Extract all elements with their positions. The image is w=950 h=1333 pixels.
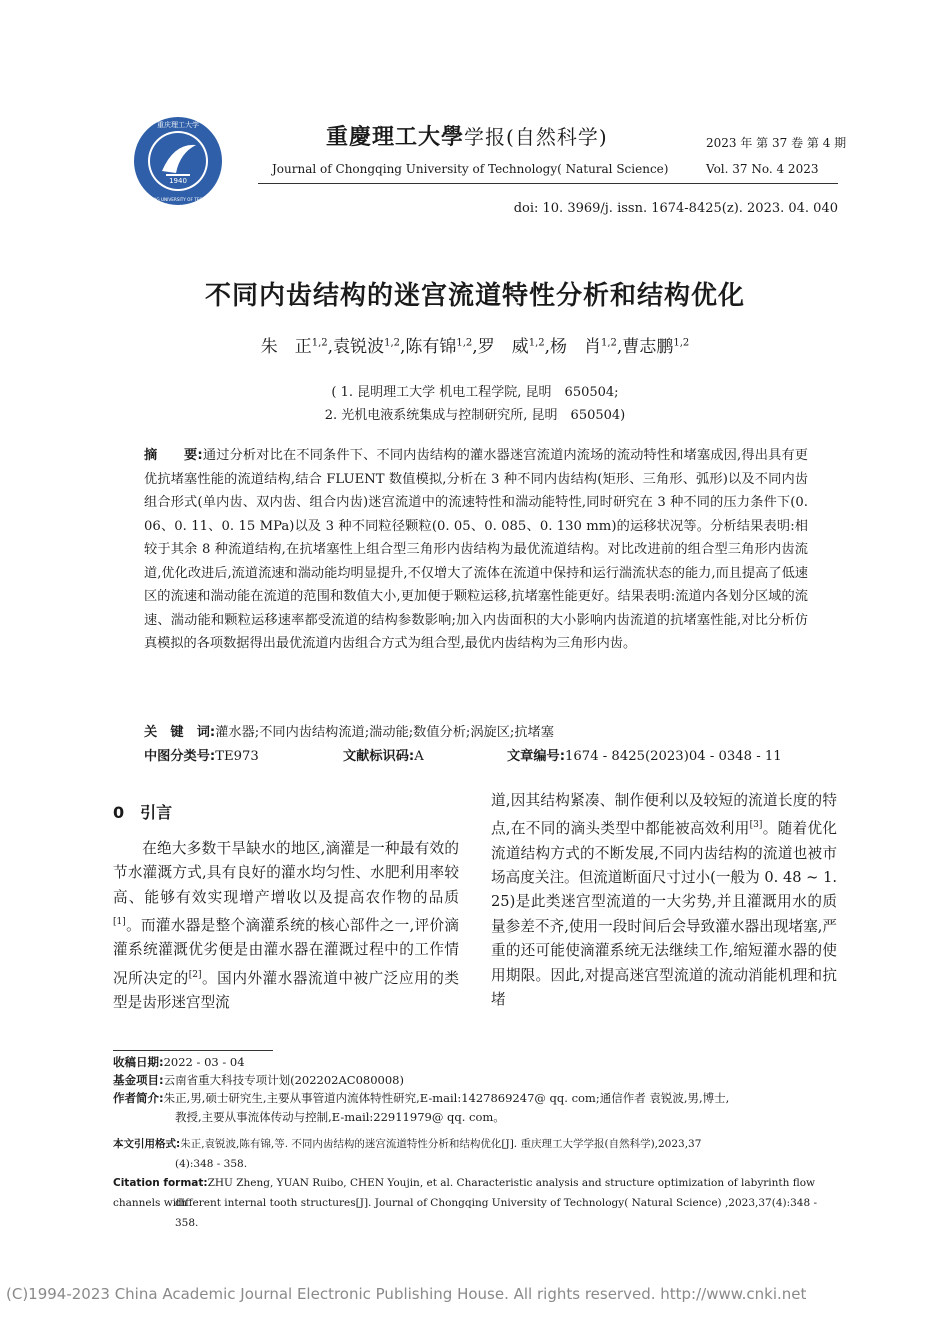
author: 朱 正 xyxy=(260,337,312,357)
keywords-label: 关 键 词: xyxy=(144,725,216,740)
doc-code-label: 文献标识码: xyxy=(343,749,415,764)
body-text: 。国内外灌水器流道中被广泛应用的类型是齿形迷宫型流 xyxy=(113,969,459,1012)
keywords xyxy=(144,721,808,740)
doc-code xyxy=(343,745,424,764)
citation-en-value: ZHU Zheng, YUAN Ruibo, CHEN Youjin, et al. Characteristic analysis and structure optimization of labyrinth flow channels with xyxy=(113,1177,816,1209)
section-heading: 0 引言 xyxy=(113,803,173,822)
affiliation-2: 2. 光机电液系统集成与控制研究所, 昆明 650504) xyxy=(324,408,626,423)
citation-cn-label: 本文引用格式: xyxy=(113,1138,181,1150)
bio-value: 朱正,男,硕士研究生,主要从事管道内流体特性研究,E-mail:1427869247@ qq. com;通信作者 袁锐波,男,博士, xyxy=(163,1091,730,1105)
doc-code-value: A xyxy=(414,749,424,764)
citation-cn-value: 朱正,袁锐波,陈有锦,等. 不同内齿结构的迷宫流道特性分析和结构优化[J]. 重庆理工大学学报(自然科学),2023,37 xyxy=(180,1138,702,1150)
author-affil: 1,2 xyxy=(601,337,617,349)
abstract-text: 通过分析对比在不同条件下、不同内齿结构的灌水器迷宫流道内流场的流动特性和堵塞成因,得出具有更优抗堵塞性能的流道结构,结合 FLUENT 数值模拟,分析在 3 种不同内齿结构(矩形、三角形、弧形)以及不同内齿组合形式(单内齿、双内齿、组合内齿)迷宫流道中的流速特性和湍动能特性,同时研究在 3 种不同的压力条件下(0. 06、0. 11、0. 15 MPa)以及 3 种不同粒径颗粒(0. 05、0. 085、0. 130 mm)的运移状况等。分析结果表明:相较于其余 8 种流道结构,在抗堵塞性上组合型三角形内齿结构为最优流道结构。对比改进前的组合型三角形内齿流道,优化改进后,流道流速和湍动能均明显提升,不仅增大了流体在流道中保持和运行湍流状态的能力,而且提高了低速区的流速和湍动能在流道的范围和数值大小,更加便于颗粒运移,抗堵塞性能更好。结果表明:流道内各划分区域的流速、湍动能和颗粒运移速率都受流道的结构参数影响;加入内齿面积的大小影响内齿流道的抗堵塞性能,对比分析仿真模拟的各项数据得出最优流道内齿组合方式为组合型,最优内齿结构为三角形内齿。 xyxy=(144,448,808,651)
header-rule xyxy=(258,183,838,184)
affiliation-1: ( 1. 昆明理工大学 机电工程学院, 昆明 650504; xyxy=(331,385,619,400)
body-column-left xyxy=(113,837,459,1016)
footnote-rule xyxy=(113,1050,273,1051)
author-affil: 1,2 xyxy=(384,337,400,349)
fund-value: 云南省重大科技专项计划(202202AC080008) xyxy=(163,1073,404,1087)
bio-label: 作者简介: xyxy=(113,1091,164,1105)
footnote-fund xyxy=(113,1071,839,1090)
citation-en-cont: different internal tooth structures[J]. Journal of Chongqing University of Technology( Natural Science) ,2023,37(4):348 - 358. xyxy=(175,1197,818,1229)
author: 曹志鹏 xyxy=(622,337,674,357)
author-affil: 1,2 xyxy=(311,337,328,349)
author: 杨 肖 xyxy=(550,337,602,357)
footnote-received xyxy=(113,1053,839,1072)
author: 陈有锦 xyxy=(405,337,457,357)
footnote-bio-cont: 教授,主要从事流体传动与控制,E-mail:22911979@ qq. com。 xyxy=(175,1110,505,1124)
author-list: 朱 正$^{1,2}$,袁锐波$^{1,2}$,陈有锦$^{1,2}$,罗 威$^{1,2}$,杨 肖$^{1,2}$,曹志鹏$^{1,2}$ xyxy=(260,337,690,357)
paper-title: 不同内齿结构的迷宫流道特性分析和结构优化 xyxy=(204,281,745,311)
body-text: 在绝大多数干旱缺水的地区,滴灌是一种最有效的节水灌溉方式,具有良好的灌水均匀性、水肥利用率较高、能够有效实现增产增收以及提高农作物的品质 xyxy=(113,840,459,906)
citation-ref[interactable]: [2] xyxy=(188,969,202,980)
issue-info-en: Vol. 37 No. 4 2023 xyxy=(706,162,819,176)
article-number-label: 文章编号: xyxy=(507,749,566,764)
author: 罗 威 xyxy=(477,337,529,357)
keywords-text: 灌水器;不同内齿结构流道;湍动能;数值分析;涡旋区;抗堵塞 xyxy=(215,725,554,740)
body-column-right xyxy=(491,789,837,1013)
journal-title-sub: 学报(自然科学) xyxy=(464,125,608,149)
fund-label: 基金项目: xyxy=(113,1073,164,1087)
author: 袁锐波 xyxy=(333,337,385,357)
citation-en-label: Citation format: xyxy=(113,1177,208,1189)
svg-text:1940: 1940 xyxy=(169,177,187,185)
abstract xyxy=(144,444,808,656)
citation-ref[interactable]: [1] xyxy=(113,917,126,928)
clc-number xyxy=(144,745,259,764)
author-affil: 1,2 xyxy=(528,337,545,349)
clc-value: TE973 xyxy=(215,749,259,764)
journal-title-main: 重慶理工大學 xyxy=(326,124,465,150)
body-text: 。随着优化流道结构方式的不断发展,不同内齿结构的流道也被市场高度关注。但流道断面尺寸过小(一般为 0. 48 ~ 1. 25)是此类迷宫型流道的一大劣势,并且灌溉用水的质量参差不齐,使用一段时间后会导致灌水器出现堵塞,严重的还可能使滴灌系统无法继续工作,缩短灌水器的使用期限。因此,对提高迷宫型流道的流动消能机理和抗堵 xyxy=(491,820,837,1009)
received-label: 收稿日期: xyxy=(113,1055,164,1069)
author-affil: 1,2 xyxy=(673,337,690,349)
received-value: 2022 - 03 - 04 xyxy=(163,1055,245,1069)
article-number-value: 1674 - 8425(2023)04 - 0348 - 11 xyxy=(565,749,782,764)
copyright-notice: (C)1994-2023 China Academic Journal Electronic Publishing House. All rights reserved. http://www.cnki.net xyxy=(6,1285,807,1303)
journal-title-en: Journal of Chongqing University of Technology( Natural Science) xyxy=(272,162,669,176)
author-affil: 1,2 xyxy=(456,337,473,349)
citation-ref[interactable]: [3] xyxy=(749,820,763,831)
body-text: 道,因其结构紧凑、制作便利以及较短的流道长度的特点,在不同的滴头类型中都能被高效利用 xyxy=(491,792,837,838)
svg-text:重庆理工大学: 重庆理工大学 xyxy=(157,121,199,129)
svg-text:CHONGQING UNIVERSITY OF TECHNO: CHONGQING UNIVERSITY OF TECHNOLOGY xyxy=(133,197,223,202)
article-number xyxy=(507,745,782,764)
body-text: 。而灌水器是整个滴灌系统的核心部件之一,评价滴灌系统灌溉优劣便是由灌水器在灌溉过程中的工作情况所决定的 xyxy=(113,917,459,987)
citation-cn xyxy=(113,1134,839,1154)
footnote-bio xyxy=(113,1089,839,1108)
citation-cn-cont: (4):348 - 358. xyxy=(175,1158,248,1170)
issue-info-cn: 2023 年 第 37 卷 第 4 期 xyxy=(706,136,847,150)
abstract-label: 摘 要: xyxy=(144,448,203,463)
doi[interactable]: doi: 10. 3969/j. issn. 1674-8425(z). 2023. 04. 040 xyxy=(513,201,838,216)
university-logo xyxy=(132,115,224,207)
clc-label: 中图分类号: xyxy=(144,749,216,764)
journal-title-cn xyxy=(326,120,608,151)
